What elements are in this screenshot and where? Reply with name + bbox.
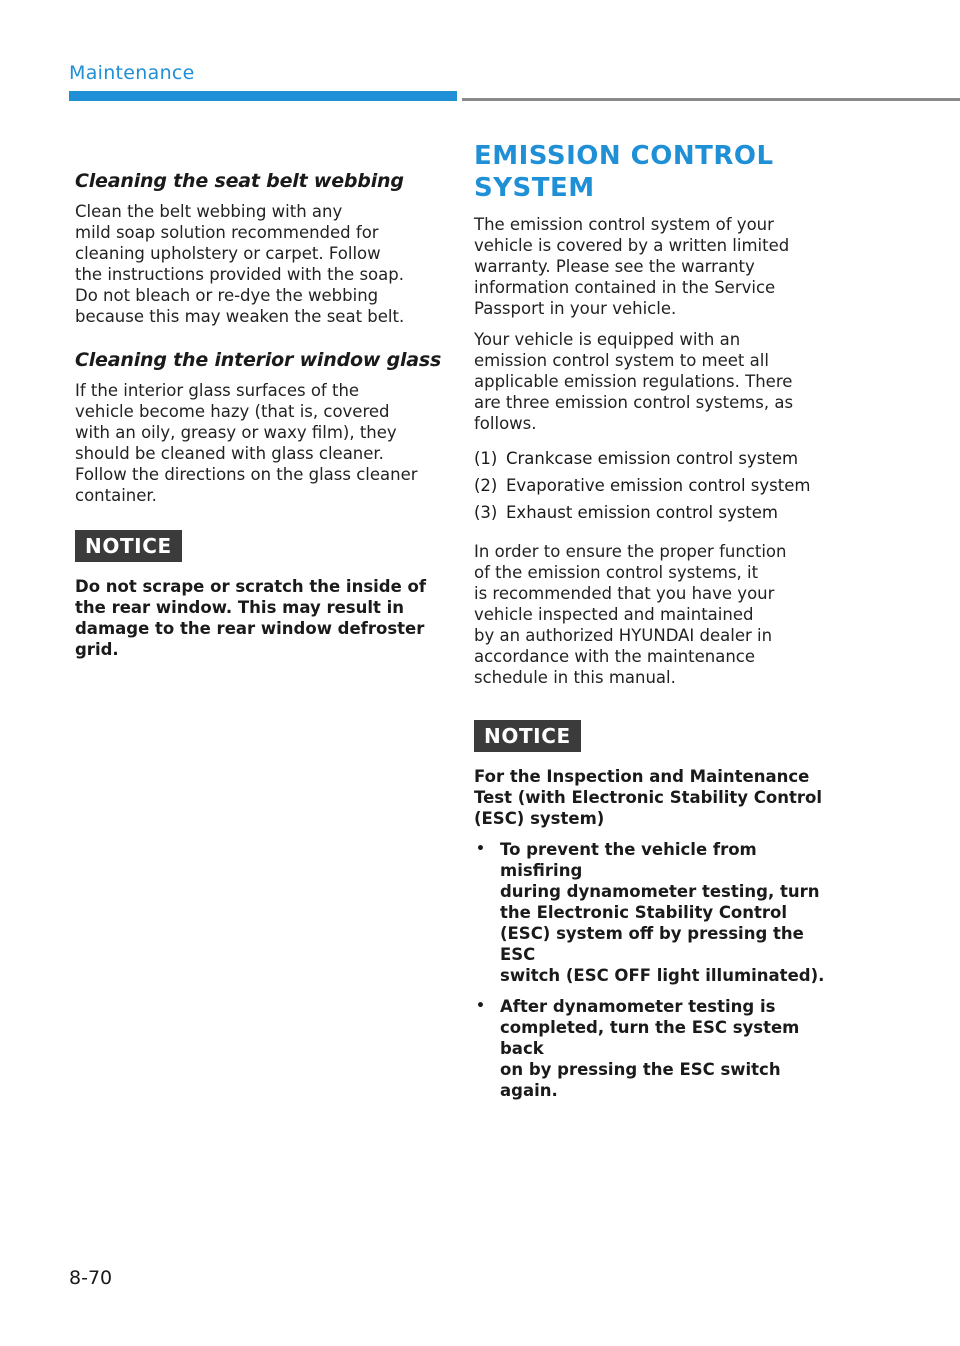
- warranty-paragraph: The emission control system of your vehicle is covered by a written limited warranty. Please see the warranty information contained in the Service Passport in your vehicle.: [474, 215, 790, 318]
- section-title: Maintenance: [69, 62, 195, 84]
- notice-label: NOTICE: [474, 720, 581, 752]
- page-number: 8-70: [69, 1267, 113, 1289]
- right-column: [474, 140, 844, 1111]
- glass-paragraph: If the interior glass surfaces of the vehicle become hazy (that is, covered with an oily, greasy or waxy film), they should be cleaned with glass cleaner. Follow the directions on the glass cleaner container.: [75, 381, 418, 505]
- list-item: (3) Exhaust emission control system: [474, 503, 779, 522]
- bullet-icon: •: [476, 841, 485, 857]
- seatbelt-paragraph: Clean the belt webbing with any mild soap solution recommended for cleaning upholstery or carpet. Follow the instructions provided with the soap. Do not bleach or re-dye the webbing because this may weaken the seat belt.: [75, 202, 405, 326]
- emission-heading: EMISSION CONTROL SYSTEM: [474, 141, 774, 203]
- bullet-icon: •: [476, 998, 485, 1014]
- emission-systems-list: [474, 448, 844, 523]
- glass-heading: Cleaning the interior window glass: [75, 349, 442, 371]
- header-divider: [462, 98, 960, 101]
- notice-bullets: [474, 839, 844, 1101]
- list-item: • After dynamometer testing is completed, turn the ESC system back on by pressing the ESC switch again.: [476, 997, 800, 1100]
- notice-intro: For the Inspection and Maintenance Test (with Electronic Stability Control (ESC) system): [474, 767, 822, 828]
- notice-label: NOTICE: [75, 530, 182, 562]
- notice-text: Do not scrape or scratch the inside of the rear window. This may result in damage to the rear window defroster grid.: [75, 577, 427, 659]
- header-accent-bar: [69, 91, 457, 101]
- left-column: [75, 170, 445, 670]
- equipment-paragraph: Your vehicle is equipped with an emission control system to meet all applicable emission regulations. There are three emission control systems, as follows.: [474, 330, 794, 433]
- list-item: (2) Evaporative emission control system: [474, 476, 811, 495]
- seatbelt-heading: Cleaning the seat belt webbing: [75, 170, 404, 192]
- inspection-paragraph: In order to ensure the proper function of the emission control systems, it is recommended that you have your vehicle inspected and maintained by an authorized HYUNDAI dealer in accordance with the maintenance schedule in this manual.: [474, 542, 787, 687]
- list-item: (1) Crankcase emission control system: [474, 449, 799, 468]
- list-item: • To prevent the vehicle from misfiring during dynamometer testing, turn the Electronic Stability Control (ESC) system off by pressing the ESC switch (ESC OFF light illuminated).: [476, 840, 825, 985]
